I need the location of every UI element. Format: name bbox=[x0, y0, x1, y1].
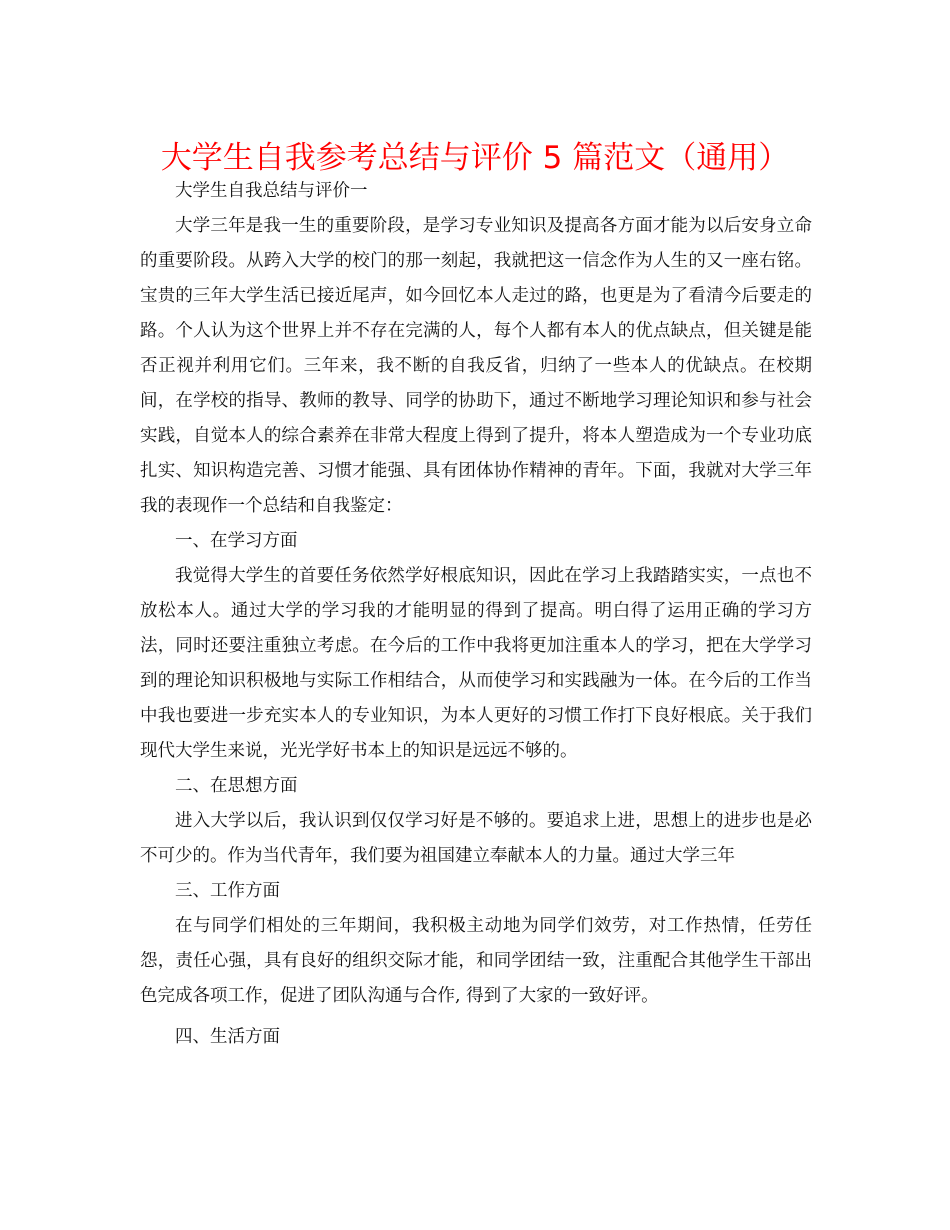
heading-work: 三、工作方面 bbox=[175, 881, 280, 901]
paragraph-thought: 进入大学以后，我认识到仅仅学习好是不够的。要追求上进，思想上的进步也是必不可少的。作为当代青年，我们要为祖国建立奉献本人的力量。通过大学三年 bbox=[140, 811, 812, 866]
document-title: 大学生自我参考总结与评价 5 篇范文（通用） bbox=[160, 140, 790, 176]
heading-study: 一、在学习方面 bbox=[175, 531, 298, 551]
paragraph-study: 我觉得大学生的首要任务依然学好根底知识，因此在学习上我踏踏实实，一点也不放松本人。通过大学的学习我的才能明显的得到了提高。明白得了运用正确的学习方法，同时还要注重独立考虑。在今后的工作中我将更加注重本人的学习，把在大学学习到的理论知识积极地与实际工作相结合，从而使学习和实践融为一体。在今后的工作当中我也要进一步充实本人的专业知识，为本人更好的习惯工作打下良好根底。关于我们现代大学生来说，光光学好书本上的知识是远远不够的。 bbox=[140, 566, 812, 761]
document-body bbox=[140, 174, 812, 1055]
heading-life: 四、生活方面 bbox=[175, 1027, 280, 1047]
paragraph-intro: 大学三年是我一生的重要阶段，是学习专业知识及提高各方面才能为以后安身立命的重要阶段。从跨入大学的校门的那一刻起，我就把这一信念作为人生的又一座右铭。宝贵的三年大学生活已接近尾声，如今回忆本人走过的路，也更是为了看清今后要走的路。个人认为这个世界上并不存在完满的人，每个人都有本人的优点缺点，但关键是能否正视并利用它们。三年来，我不断的自我反省，归纳了一些本人的优缺点。在校期间，在学校的指导、教师的教导、同学的协助下，通过不断地学习理论知识和参与社会实践，自觉本人的综合素养在非常大程度上得到了提升，将本人塑造成为一个专业功底扎实、知识构造完善、习惯才能强、具有团体协作精神的青年。下面，我就对大学三年我的表现作一个总结和自我鉴定： bbox=[140, 216, 812, 516]
section-subtitle: 大学生自我总结与评价一 bbox=[175, 181, 368, 201]
heading-thought: 二、在思想方面 bbox=[175, 776, 298, 796]
paragraph-work: 在与同学们相处的三年期间，我积极主动地为同学们效劳，对工作热情，任劳任怨，责任心强，具有良好的组织交际才能，和同学团结一致，注重配合其他学生干部出色完成各项工作，促进了团队沟通与合作, 得到了大家的一致好评。 bbox=[140, 916, 812, 1006]
